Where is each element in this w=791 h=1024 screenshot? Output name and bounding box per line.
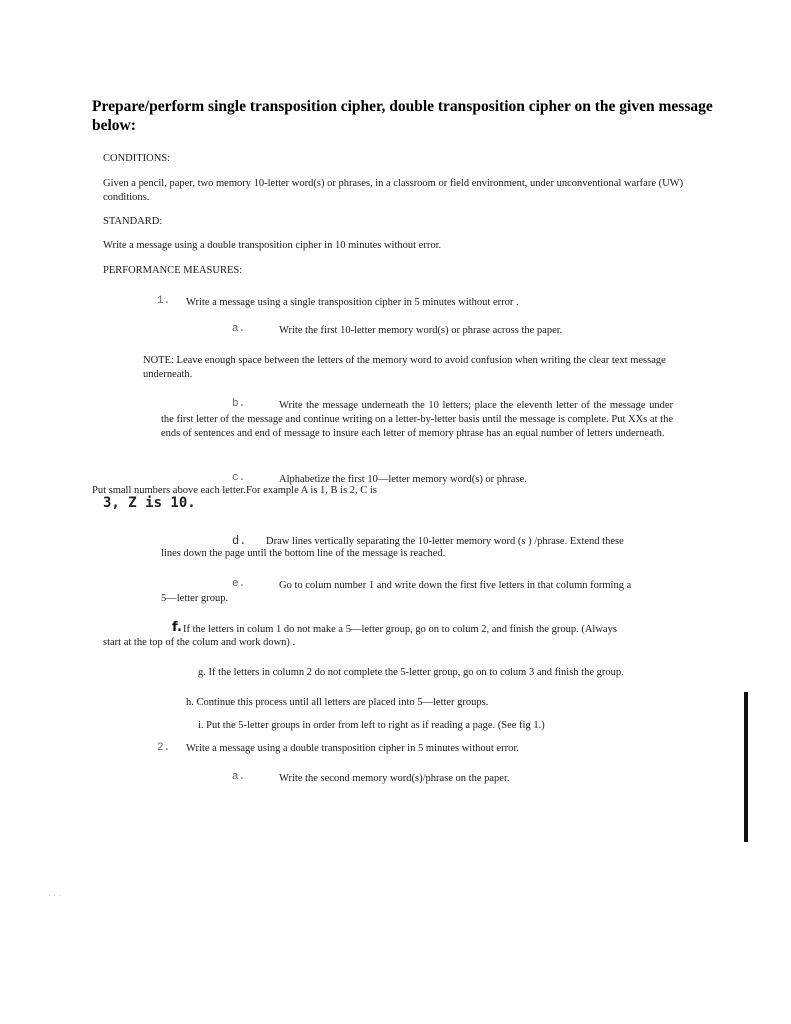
step-d-text: Draw lines vertically separating the 10-letter memory word (s ) /phrase. Extend these bbox=[266, 536, 624, 547]
step-e-label: e. bbox=[232, 578, 246, 590]
conditions-heading: CONDITIONS: bbox=[103, 153, 171, 164]
note-text: NOTE: Leave enough space between the letters of the memory word to avoid confusion when writing the clear text message underneath. bbox=[143, 355, 666, 380]
step-b-text: Write the message underneath the 10 letters; place the eleventh letter of the message under the first letter of the message and continue writing on a letter-by-letter basis until the message is complete. Put XXs at the ends of sentences and end of message to insure each letter of memory phrase has an equal number of letters underneath. bbox=[161, 400, 673, 439]
step-2a-text: Write the second memory word(s)/phrase on the paper. bbox=[279, 773, 510, 784]
step-f-text: If the letters in colum 1 do not make a 5—letter group, go on to colum 2, and finish the group. (Always bbox=[183, 624, 617, 635]
item-1-number: 1. bbox=[157, 295, 171, 307]
step-d-continuation: lines down the page until the bottom line of the message is reached. bbox=[161, 548, 446, 559]
measures-heading: PERFORMANCE MEASURES: bbox=[103, 265, 243, 276]
conditions-text: Given a pencil, paper, two memory 10-letter word(s) or phrases, in a classroom or field environment, under unconventional warfare (UW) conditions. bbox=[103, 178, 684, 203]
scan-edge-bar bbox=[744, 692, 748, 842]
item-2-text: Write a message using a double transposition cipher in 5 minutes without error. bbox=[186, 743, 519, 754]
step-c-label: c. bbox=[232, 472, 246, 484]
step-f-continuation: start at the top of the colum and work down) . bbox=[103, 637, 296, 648]
item-2-number: 2. bbox=[157, 742, 171, 754]
item-1-text: Write a message using a single transposition cipher in 5 minutes without error . bbox=[186, 297, 519, 308]
step-h-text: h. Continue this process until all letters are placed into 5—letter groups. bbox=[186, 697, 489, 708]
standard-text: Write a message using a double transposition cipher in 10 minutes without error. bbox=[103, 240, 442, 251]
step-e-continuation: 5—letter group. bbox=[161, 593, 229, 604]
step-a-text: Write the first 10-letter memory word(s) or phrase across the paper. bbox=[279, 325, 563, 336]
step-g-text: g. If the letters in column 2 do not complete the 5-letter group, go on to colum 3 and finish the group. bbox=[198, 667, 624, 678]
step-e-text: Go to colum number 1 and write down the first five letters in that column forming a bbox=[279, 580, 632, 591]
step-c-continuation-bold: 3, Z is 10. bbox=[103, 495, 196, 511]
step-a-label: a. bbox=[232, 323, 246, 335]
page-title: Prepare/perform single transposition cipher, double transposition cipher on the given message below: bbox=[92, 98, 713, 134]
step-d-label: d. bbox=[232, 534, 247, 548]
step-c-continuation: Put small numbers above each letter.For example A is 1, B is 2, C is bbox=[92, 485, 377, 496]
scan-speck: . . . bbox=[49, 892, 62, 898]
step-b-label: b. bbox=[232, 398, 246, 410]
step-f-label: f. bbox=[172, 620, 182, 635]
step-i-text: i. Put the 5-letter groups in order from left to right as if reading a page. (See fig 1.) bbox=[198, 720, 545, 731]
standard-heading: STANDARD: bbox=[103, 216, 163, 227]
step-c-text: Alphabetize the first 10—letter memory word(s) or phrase. bbox=[279, 474, 527, 485]
step-2a-label: a. bbox=[232, 771, 246, 783]
